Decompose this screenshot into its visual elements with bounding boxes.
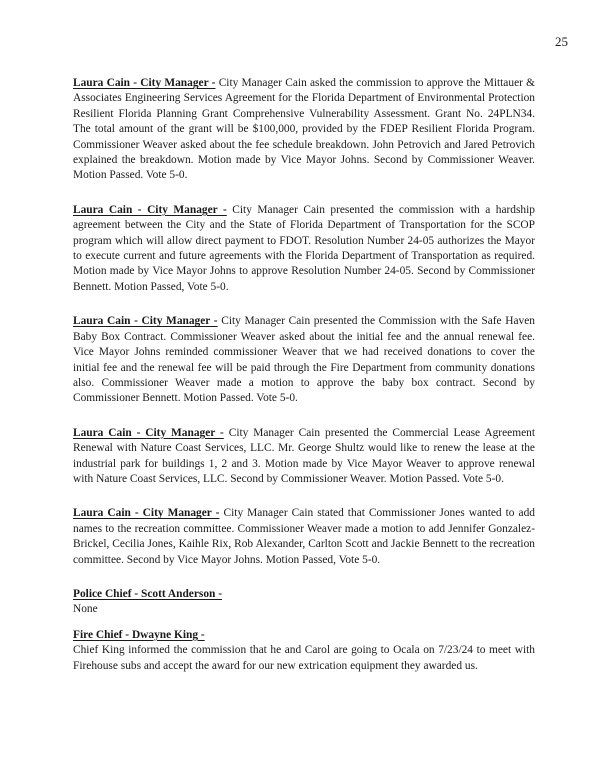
item-text: City Manager Cain stated that Commissioner Jones wanted to add names to the recreation committee. Commissioner Weaver made a motion to add Jennifer Gonzalez-Brickel, Cecilia Jones, Kaihle Rix, Rob Alexander, Carlton Scott and Jackie Bennett to the recreation committee. Second by Vice Mayor Johns. Motion Passed, Vote 5-0. [73,507,535,566]
page-number: 25 [555,34,568,49]
item-text: City Manager Cain asked the commission to approve the Mittauer & Associates Engineering Services Agreement for the Florida Department of Environmental Protection Resilient Florida Planning Grant Comprehensive Vulnerability Assessment. Grant No. 24PLN34. The total amount of the grant will be $100,000, provided by the FDEP Resilient Florida Program. Commissioner Weaver asked about the fee schedule breakdown. John Petrovich and Jared Petrovich explained the breakdown. Motion made by Vice Mayor Johns. Second by Commissioner Weaver. Motion Passed. Vote 5-0. [73,77,535,182]
fire-text: Chief King informed the commission that he and Carol are going to Ocala on 7/23/24 to meet with Firehouse subs and accept the award for our new extrication equipment they awarded us. [73,644,535,672]
item-heading: Laura Cain - City Manager - [73,426,224,439]
agenda-item-recreation-committee [73,506,535,568]
item-text: City Manager Cain presented the commission with a hardship agreement between the City and the State of Florida Department of Transportation for the SCOP program which will allow direct payment to FDOT. Resolution Number 24-05 authorizes the Mayor to execute current and future agreements with the Florida Department of Transportation as required. Motion made by Vice Mayor Johns to approve Resolution Number 24-05. Second by Commissioner Bennett. Motion Passed, Vote 5-0. [73,203,535,293]
police-text: None [73,603,98,616]
item-heading: Laura Cain - City Manager - [73,507,220,520]
fire-heading: Fire Chief - Dwayne King - [73,628,205,641]
agenda-item-fdot-hardship-agreement [73,203,535,295]
agenda-item-engineering-agreement [73,76,535,184]
item-heading: Laura Cain - City Manager - [73,77,216,89]
police-heading: Police Chief - Scott Anderson - [73,587,223,600]
agenda-item-commercial-lease [73,426,535,488]
police-chief-report [73,587,535,618]
fire-chief-report [73,628,535,674]
item-text: City Manager Cain presented the Commission with the Safe Haven Baby Box Contract. Commissioner Weaver asked about the initial fee and the annual renewal fee. Vice Mayor Johns reminded commissioner Weaver that we had received donations to cover the initial fee and the renewal fee will be paid through the Fire Department from community donations also. Commissioner Weaver made a motion to approve the baby box contract. Second by Commissioner Bennett. Motion Passed. Vote 5-0. [73,315,535,405]
item-heading: Laura Cain - City Manager - [73,203,227,216]
agenda-item-baby-box-contract [73,314,535,406]
item-text: City Manager Cain presented the Commercial Lease Agreement Renewal with Nature Coast Services, LLC. Mr. George Shultz would like to renew the lease at the industrial park for buildings 1, 2 and 3. Motion made by Vice Mayor Weaver to approve renewal with Nature Coast Services, LLC. Second by Commissioner Weaver. Motion Passed. Vote 5-0. [73,426,535,485]
item-heading: Laura Cain - City Manager - [73,315,218,328]
minutes-body [73,76,535,674]
